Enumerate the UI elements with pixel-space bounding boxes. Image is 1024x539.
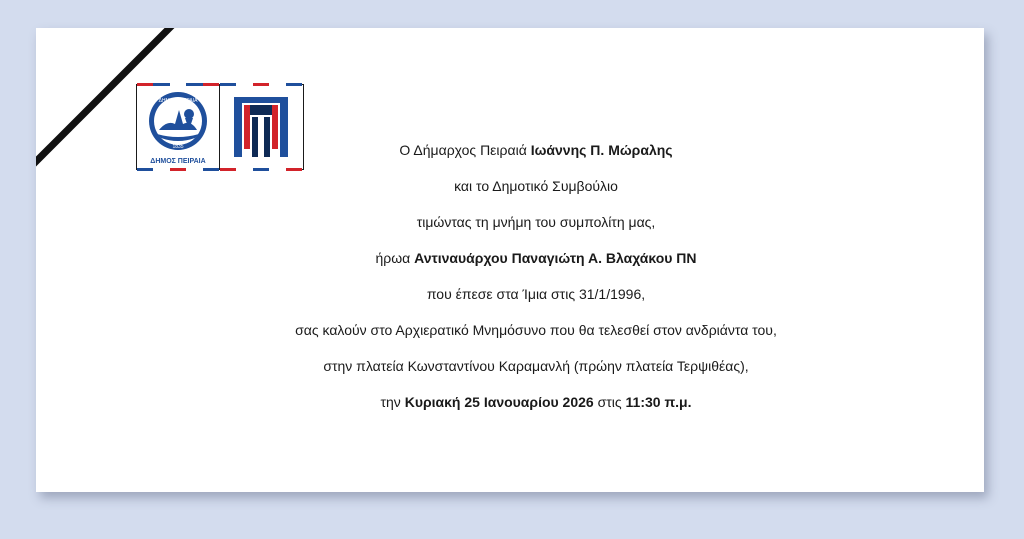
line-honoring: τιμώντας τη μνήμη του συμπολίτη μας,: [416, 214, 656, 230]
seal-caption: ΔΗΜΟΣ ΠΕΙΡΑΙΑ: [150, 158, 206, 165]
line-location: στην πλατεία Κωνσταντίνου Καραμανλή (πρώην πλατεία Τερψιθέας),: [323, 358, 749, 374]
line-mayor: Ο Δήμαρχος Πειραιά Ιωάννης Π. Μώραλης: [399, 142, 673, 158]
invitation-card: [36, 28, 984, 492]
svg-text:ΔΗΜΟΣ ΠΕΙΡΑΙΑ: ΔΗΜΟΣ ΠΕΙΡΑΙΑ: [158, 98, 198, 104]
line-hero: ήρωα Αντιναυάρχου Παναγιώτη Α. Βλαχάκου ΠΝ: [375, 250, 697, 266]
svg-text:1835: 1835: [172, 144, 184, 150]
line-council: και το Δημοτικό Συμβούλιο: [454, 178, 618, 194]
line-fell: που έπεσε στα Ίμια στις 31/1/1996,: [426, 286, 646, 302]
line-memorial: σας καλούν στο Αρχιερατικό Μνημόσυνο που θα τελεσθεί στον ανδριάντα του,: [295, 322, 777, 338]
line-datetime: την Κυριακή 25 Ιανουαρίου 2026 στις 11:30 π.μ.: [380, 394, 692, 410]
invitation-text: [176, 132, 896, 420]
